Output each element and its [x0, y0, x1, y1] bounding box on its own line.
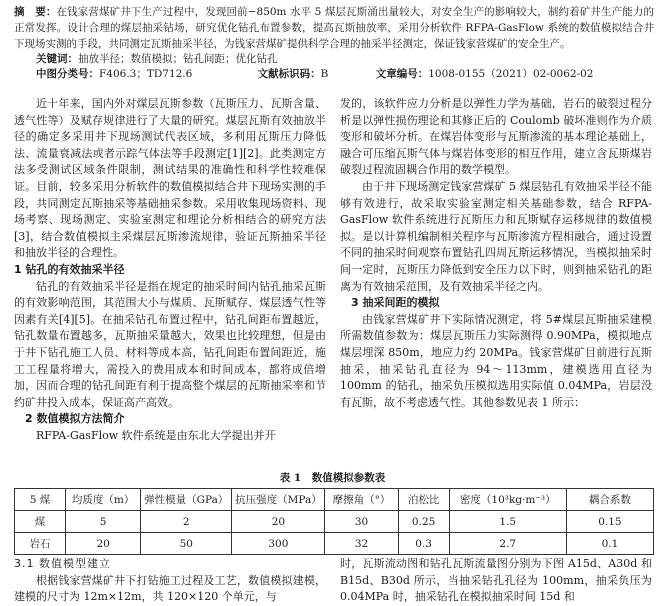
table-cell: 30 [325, 511, 398, 533]
table-header-cell: 泊松比 [398, 489, 449, 511]
keywords-text: 抽放半径；数值模拟；钻孔间距；优化钻孔 [78, 53, 278, 65]
table-cell: 岩石 [15, 533, 66, 555]
section-2-heading: 2 数值模拟方法简介 [25, 412, 125, 426]
section-3-paragraph: 由钱家营煤矿井下实际情况测定，将 5#煤层瓦斯抽采建模所需数值参数为：煤层瓦斯压力实际测得 0.90MPa，模拟地点煤层埋深 850m，地应力约 20MPa。钱家营煤矿目前进行瓦斯抽采，抽采钻孔直径为 94～113mm，建模选用直径为 100mm 的钻孔，抽采负压模拟选用实际值 0.04MPa，岩层没有瓦斯，故不考虑透气性。其他参数见表 1 所示： [340, 312, 652, 409]
right-paragraph-1: 发的，该软件应力分析是以弹性力学为基础，岩石的破裂过程分析是以弹性损伤理论和其修正后的 Coulomb 破坏准则作为介质变形和破坏分析。在煤岩体变形与瓦斯渗流的基本理论基础上，融合可压缩瓦斯气体与煤岩体变形的相互作用，建立含瓦斯煤岩破裂过程流固耦合作用的数学模型。 [340, 97, 652, 177]
table-cell: 20 [232, 511, 325, 533]
table-cell: 煤 [15, 511, 66, 533]
right-paragraph-2: 由于井下现场测定钱家营煤矿 5 煤层钻孔有效抽采半径不能够有效进行，故采取实验室测定相关基础参数，结合 RFPA-GasFlow 软件系统进行瓦斯压力和瓦斯赋存运移规律的数值模拟。是以计算机编制相关程序与瓦斯渗流方程相融合，通过设置不同的抽采时间观察布置钻孔四周瓦斯运移情况，当模拟抽采时间一定时，瓦斯压力降低到安全压力以下时，则到抽采钻孔的距离为有效抽采范围，及有效抽采半径之内。 [340, 179, 652, 293]
table-row [15, 533, 654, 555]
doc-code-label: 文献标识码： [257, 68, 321, 80]
table-header-row [15, 489, 654, 511]
table-cell: 0.1 [566, 533, 653, 555]
table-header-cell: 弹性模量（GPa） [141, 489, 232, 511]
right-column [340, 96, 652, 411]
classification-value: F406.3；TD712.6 [99, 68, 193, 80]
table-caption [0, 470, 665, 485]
bottom-right-paragraph: 时，瓦斯流动图和钻孔瓦斯流量图分别为下图 A15d、A30d 和 B15d、B30d 所示，当抽采钻孔孔径为 100mm，抽采负压为 0.04MPa 时，抽采钻孔在模拟抽采时间 15d 和 [340, 557, 652, 604]
classification-label: 中图分类号： [36, 68, 99, 80]
table-header-cell: 抗压强度（MPa） [232, 489, 325, 511]
section-1-paragraph: 钻孔的有效抽采半径是指在规定的抽采时间内钻孔抽采瓦斯的有效影响范围，其范围大小与煤质、瓦斯赋存、煤层透气性等因素有关[4][5]。在抽采钻孔布置过程中，钻孔间距布置越近，钻孔数量布置越多，瓦斯抽采量越大，效果也比较理想，但是由于井下钻孔施工人员、材料等成本高，钻孔间距布置间距近，施工工程量将增大，需投入的费用成本和时间成本，都将成倍增加，因而合理的钻孔间距有利于提高整个煤层的瓦斯抽采率和节约矿井投入成本，保证高产高效。 [14, 279, 326, 409]
subsection-3-1-paragraph: 根据钱家营煤矿井下打钻施工过程及工艺，数值模拟建模，建模的尺寸为 12m×12m，共 120×120 个单元，与 [14, 573, 326, 604]
subsection-3-1-heading: 3.1 数值模型建立 [14, 557, 111, 570]
table-cell: 300 [232, 533, 325, 555]
table-cell: 0.3 [398, 533, 449, 555]
table-cell: 20 [66, 533, 141, 555]
keywords-label: 关键词： [36, 53, 78, 65]
abstract-label: 摘 要： [14, 6, 57, 18]
section-2-paragraph: RFPA-GasFlow 软件系统是由东北大学提出并开 [36, 428, 276, 442]
intro-paragraph: 近十年来，国内外对煤层瓦斯参数（瓦斯压力、瓦斯含量、透气性等）及赋存规律进行了大量的研究。煤层瓦斯有效抽放半径的确定多采用井下现场测试代表区域，多利用瓦斯压力降低法、流量衰减法或者示踪气体法等手段测定[1][2]。此类测定方法多受测试区域条件限制，测试结果的准确性和科学性较难保证。目前，较多采用分析软件的数值模拟结合井下现场实测的手段，共同测定瓦斯抽采等基础抽采参数。采用收集现场资料、现场考察、现场测定、实验室测定和理论分析相结合的研究方法[3]，结合数值模拟主采煤层瓦斯渗流规律，验证瓦斯抽采半径和抽放半径的合理性。 [14, 97, 326, 260]
section-3-heading: 3 抽采间距的模拟 [351, 296, 440, 310]
table-cell: 5 [66, 511, 141, 533]
table-cell: 2.7 [449, 533, 566, 555]
keywords [36, 51, 656, 67]
meta-line [36, 67, 656, 82]
table-cell: 0.25 [398, 511, 449, 533]
table-header-cell: 均质度（m） [66, 489, 141, 511]
table-cell: 32 [325, 533, 398, 555]
abstract-text: 在钱家营煤矿井下生产过程中，发现回前−850m 水平 5 煤层瓦斯涌出量较大，对安全生产的影响较大，制约着矿井生产能力的正常发挥。设计合理的煤层抽采钻场，研究优化钻孔布置参数，提高瓦斯抽放率，采用分析软件 RFPA-GasFlow 系统的数值模拟结合井下现场实测的手段，共同测定瓦斯抽采半径，为钱家营煤矿提供科学合理的抽采半径测定，保证钱家营煤矿的安全生产。 [14, 6, 654, 50]
article-id-value: 1008-0155（2021）02-0062-02 [428, 68, 594, 80]
table-header-cell: 摩擦角（°） [325, 489, 398, 511]
table-caption-text: 表 1 数值模拟参数表 [279, 472, 386, 484]
table-row [15, 511, 654, 533]
table-header-cell: 5 煤 [15, 489, 66, 511]
abstract [14, 4, 654, 52]
left-column [14, 96, 326, 444]
bottom-right-column [340, 556, 652, 606]
table-header-cell: 耦合系数 [566, 489, 653, 511]
article-id-label: 文章编号： [375, 68, 429, 80]
table-cell: 2 [141, 511, 232, 533]
parameter-table [14, 488, 654, 555]
section-1-heading: 1 钻孔的有效抽采半径 [14, 262, 125, 276]
table-cell: 0.15 [566, 511, 653, 533]
doc-code-value: B [320, 68, 329, 80]
table-cell: 1.5 [449, 511, 566, 533]
table-header-cell: 密度（10³kg·m⁻³） [449, 489, 566, 511]
table-cell: 50 [141, 533, 232, 555]
bottom-left-column [14, 556, 326, 606]
